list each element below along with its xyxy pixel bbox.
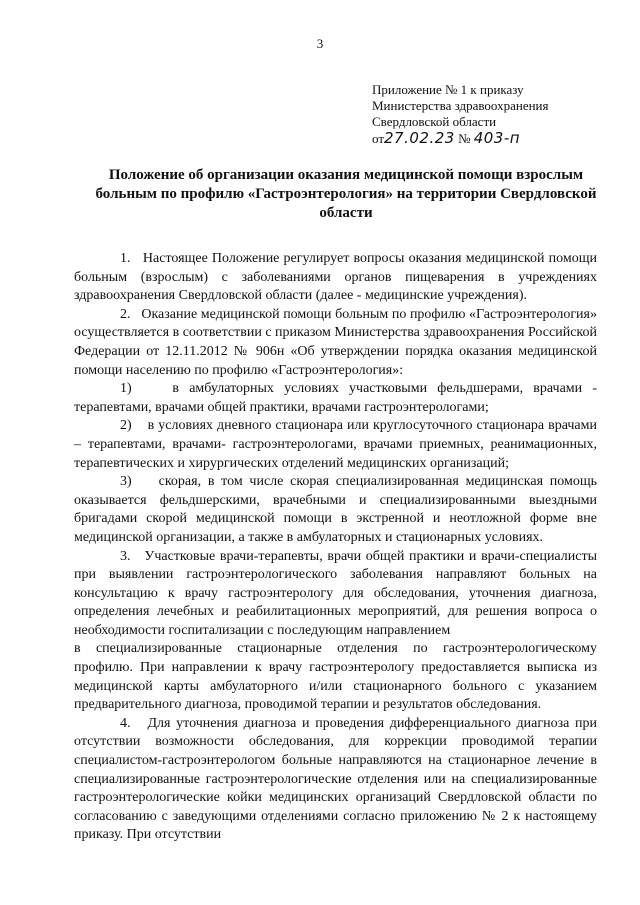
- title-line-1: Положение об организации оказания медицинской помощи взрослым: [108, 167, 584, 183]
- appendix-line-2: Министерства здравоохранения: [372, 98, 549, 113]
- list-item-3: 3) скорая, в том числе скорая специализированная медицинская помощь оказывается фельдшерскими, врачебными и специализированными выездными бригадами скорой медицинской помощи в экстренной и неотложной форме вне медицинской организации, а также в амбулаторных и стационарных условиях.: [74, 474, 597, 545]
- paragraph-2: 2. Оказание медицинской помощи больным по профилю «Гастроэнтерология» осуществляется в соответствии с приказом Министерства здравоохранения Российской Федерации от 12.11.2012 № 906н «Об утверждении порядка оказания медицинской помощи населению по профилю «Гастроэнтерология»:: [74, 306, 597, 378]
- document-title: [90, 166, 602, 223]
- appendix-line-3: Свердловской области: [372, 114, 497, 129]
- from-label: от: [372, 131, 385, 146]
- appendix-header: [372, 82, 549, 147]
- paragraph-3-continued: в специализированные стационарные отделения по гастроэнтерологическому профилю. При направлении к врачу гастроэнтерологу предоставляется выписка из медицинской карты амбулаторного и/или стационарного больного с указанием предварительного диагноза, проводимой терапии и результатов обследования.: [74, 641, 597, 713]
- paragraph-4: 4. Для уточнения диагноза и проведения дифференциального диагноза при отсутствии возможности обследования, для коррекции проводимой терапии специалистом-гастроэнтерологом больные направляются на стационарное лечение в специализированные гастроэнтерологические отделения или на специализированные гастроэнтерологические койки медицинских организаций Свердловской области по согласованию с заведующими отделениями согласно приложению № 2 к настоящему приказу. При отсутствии: [74, 715, 597, 843]
- handwritten-date: 27.02.23: [384, 129, 455, 147]
- handwritten-number: 403-п: [473, 129, 521, 147]
- title-line-2: больным по профилю «Гастроэнтерология» на территории Свердловской: [95, 186, 597, 202]
- list-item-2: 2) в условиях дневного стационара или круглосуточного стационара врачами – терапевтами, врачами- гастроэнтерологами, врачами приемных, реанимационных, терапевтических и хирургических отделений медицинских организаций;: [74, 418, 597, 471]
- document-body: [74, 250, 597, 845]
- appendix-line-1: Приложение № 1 к приказу: [372, 82, 524, 97]
- paragraph-3: 3. Участковые врачи-терапевты, врачи общей практики и врачи-специалисты при выявлении гастроэнтерологического заболевания направляют больных на консультацию к врачу гастроэнтерологу для обследования, уточнения диагноза, определения лечебных и реабилитационных мероприятий, для решения вопроса о необходимости госпитализации с последующим направлением: [74, 548, 597, 638]
- page-number: 3: [316, 36, 324, 51]
- appendix-date-line: [372, 130, 549, 147]
- number-label: №: [458, 131, 471, 146]
- list-item-1: 1) в амбулаторных условиях участковыми фельдшерами, врачами - терапевтами, врачами общей практики, врачами гастроэнтерологами;: [74, 381, 597, 415]
- paragraph-1: 1. Настоящее Положение регулирует вопросы оказания медицинской помощи больным (взрослым) с заболеваниями органов пищеварения в учреждениях здравоохранения Свердловской области (далее - медицинские учреждения).: [74, 251, 597, 304]
- title-line-3: области: [319, 205, 373, 221]
